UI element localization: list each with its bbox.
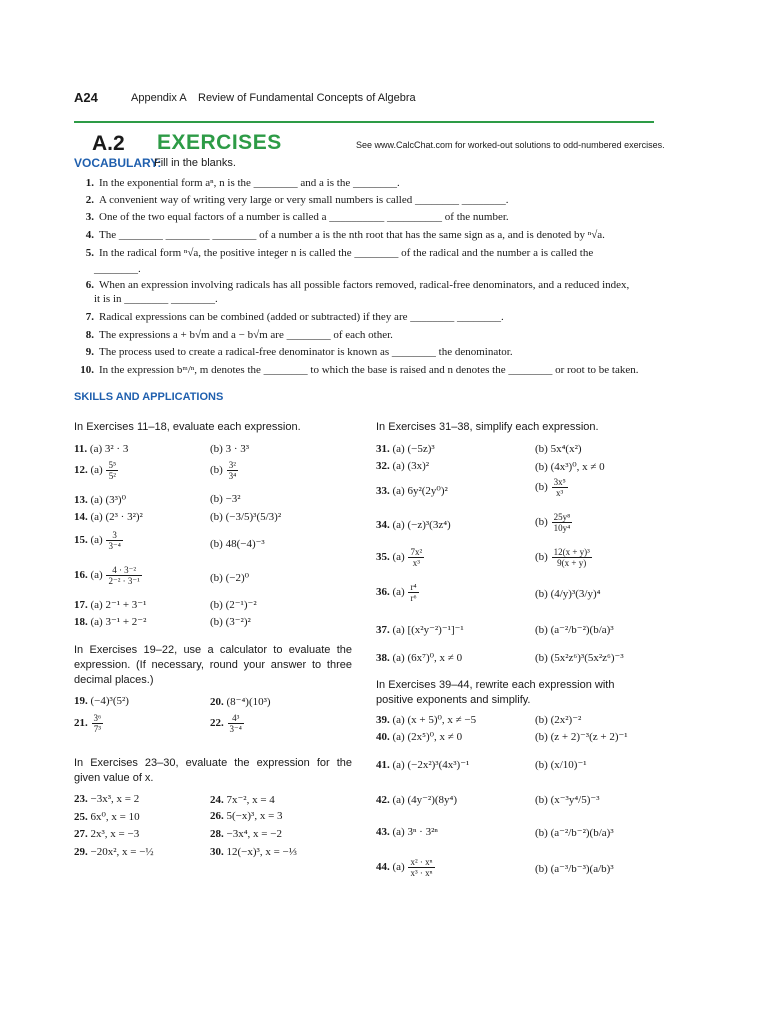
vocab-item: 3. One of the two equal factors of a number is called a __________ __________ of the number. — [85, 211, 509, 223]
exercise-16b: (b) (−2)⁰ — [210, 572, 250, 584]
exercise-39b: (b) (2x²)⁻² — [535, 714, 582, 726]
exercise-12: 12. (a) $\frac{\text{5⁵}}{\text{5²}}$ — [74, 460, 117, 481]
exercise-12b: (b) $\frac{\text{3²}}{\text{3⁴}}$ — [210, 460, 237, 481]
vocab-item: 2. A convenient way of writing very large or very small numbers is called ________ ________. — [85, 194, 509, 206]
vocab-item: 8. The expressions a + b√m and a − b√m are ________ of each other. — [85, 329, 393, 341]
exercise-41b: (b) (x/10)⁻¹ — [535, 759, 587, 771]
exercise-21: 21. $\frac{\text{3⁶}}{\text{7³}}$ — [74, 713, 102, 734]
exercise-35b: (b) $\frac{\text{12(x + y)³}}{9(x + y)}$ — [535, 547, 590, 568]
instructions-31-38: In Exercises 31–38, simplify each expression. — [376, 421, 599, 433]
instructions-19-22: In Exercises 19–22, use a calculator to evaluate the expression. (If necessary, round your answer to three decimal places.) — [74, 644, 352, 686]
exercise-38: 38. (a) (6x⁷)⁰, x ≠ 0 — [376, 652, 463, 664]
vocab-item: 10. In the expression bᵐ/ⁿ, m denotes the ________ to which the base is raised and n denotes the ________ or root to be taken. — [80, 364, 639, 376]
exercise-37b: (b) (a⁻²/b⁻²)(b/a)³ — [535, 624, 614, 636]
vocab-item: 9. The process used to create a radical-free denominator is known as ________ the denominator. — [85, 346, 513, 358]
exercise-33: 33. (a) 6y²(2y⁰)² — [376, 485, 448, 497]
exercise-41: 41. (a) (−2x²)³(4x³)⁻¹ — [376, 759, 470, 771]
exercise-40: 40. (a) (2x⁵)⁰, x ≠ 0 — [376, 731, 463, 743]
exercise-22: 22. $\frac{\text{4³}}{\text{3⁻⁴}}$ — [210, 713, 242, 734]
instructions-23-30: In Exercises 23–30, evaluate the expression for the given value of x. — [74, 757, 352, 784]
exercise-31b: (b) 5x⁴(x²) — [535, 443, 582, 455]
exercise-20: 20. (8⁻⁴)(10³) — [210, 696, 271, 708]
exercise-25: 25. 6x⁰, x = 10 — [74, 811, 140, 823]
header-rule — [74, 121, 654, 123]
exercise-31: 31. (a) (−5z)³ — [376, 443, 435, 455]
exercise-11: 11. (a) 3² · 3 — [74, 443, 129, 455]
vocabulary-instruction: Fill in the blanks. — [154, 157, 236, 169]
exercise-13b: (b) −3² — [210, 493, 241, 505]
exercise-43: 43. (a) 3ⁿ · 3²ⁿ — [376, 826, 438, 838]
calcchat-note: See www.CalcChat.com for worked-out solutions to odd-numbered exercises. — [356, 140, 665, 150]
vocab-item: 5. In the radical form ⁿ√a, the positive integer n is called the ________ of the radical and the number a is called the — [85, 247, 594, 259]
vocab-item: 4. The ________ ________ ________ of a number a is the nth root that has the same sign as a, and is denoted by ⁿ√a. — [85, 229, 605, 241]
instructions-11-18: In Exercises 11–18, evaluate each expression. — [74, 421, 301, 433]
vocab-item: 6. When an expression involving radicals has all possible factors removed, radical-free denominators, and a reduced index, — [85, 279, 630, 291]
exercise-39: 39. (a) (x + 5)⁰, x ≠ −5 — [376, 714, 477, 726]
exercise-40b: (b) (z + 2)⁻³(z + 2)⁻¹ — [535, 731, 628, 743]
exercise-26: 26. 5(−x)³, x = 3 — [210, 810, 283, 822]
exercise-19: 19. (−4)³(5²) — [74, 695, 129, 707]
exercise-18: 18. (a) 3⁻¹ + 2⁻² — [74, 616, 147, 628]
exercise-32: 32. (a) (3x)² — [376, 460, 430, 472]
exercise-30: 30. 12(−x)³, x = −⅓ — [210, 846, 297, 858]
exercise-27: 27. 2x³, x = −3 — [74, 828, 140, 840]
exercise-11b: (b) 3 · 3³ — [210, 443, 250, 455]
exercise-15: 15. (a) $\frac{3}{\text{3⁻⁴}}$ — [74, 530, 121, 551]
vocab-item-continuation: ________. — [94, 263, 141, 275]
exercise-44b: (b) (a⁻³/b⁻³)(a/b)³ — [535, 863, 614, 875]
exercise-28: 28. −3x⁴, x = −2 — [210, 828, 282, 840]
exercise-43b: (b) (a⁻²/b⁻²)(b/a)³ — [535, 827, 614, 839]
exercise-34b: (b) $\frac{\text{25y⁸}}{\text{10y⁴}}$ — [535, 512, 571, 533]
vocabulary-label: VOCABULARY: — [74, 156, 162, 170]
vocab-item: 7. Radical expressions can be combined (added or subtracted) if they are ________ ________. — [85, 311, 504, 323]
exercise-14: 14. (a) (2³ · 3²)² — [74, 511, 143, 523]
exercise-36b: (b) (4/y)³(3/y)⁴ — [535, 588, 601, 600]
exercise-32b: (b) (4x³)⁰, x ≠ 0 — [535, 461, 605, 473]
chapter-title: Review of Fundamental Concepts of Algebra — [198, 92, 416, 104]
exercise-34: 34. (a) (−z)³(3z⁴) — [376, 519, 451, 531]
exercise-15b: (b) 48(−4)⁻³ — [210, 538, 265, 550]
exercise-14b: (b) (−3/5)³(5/3)² — [210, 511, 282, 523]
exercise-37: 37. (a) [(x²y⁻²)⁻¹]⁻¹ — [376, 624, 464, 636]
vocab-item: 1. In the exponential form aⁿ, n is the ________ and a is the ________. — [85, 177, 400, 189]
exercise-42: 42. (a) (4y⁻²)(8y⁴) — [376, 794, 458, 806]
exercise-17: 17. (a) 2⁻¹ + 3⁻¹ — [74, 599, 147, 611]
exercise-18b: (b) (3⁻²)² — [210, 616, 251, 628]
exercise-33b: (b) $\frac{\text{3x⁵}}{\text{x³}}$ — [535, 477, 566, 498]
exercise-16: 16. (a) $\frac{\text{4 · 3⁻²}}{\text{2⁻² · 3⁻¹}}$ — [74, 565, 140, 586]
section-title: EXERCISES — [157, 131, 282, 154]
exercise-23: 23. −3x³, x = 2 — [74, 793, 140, 805]
exercise-13: 13. (a) (3³)⁰ — [74, 494, 126, 506]
page-number: A24 — [74, 90, 98, 105]
exercise-42b: (b) (x⁻³y⁴/5)⁻³ — [535, 794, 600, 806]
exercise-17b: (b) (2⁻¹)⁻² — [210, 599, 257, 611]
exercise-38b: (b) (5x²z⁶)³(5x²z⁶)⁻³ — [535, 652, 624, 664]
exercise-44: 44. (a) $\frac{\text{x² · xⁿ}}{\text{x³ · xⁿ}}$ — [376, 857, 433, 878]
exercise-29: 29. −20x², x = −½ — [74, 846, 154, 858]
exercise-36: 36. (a) $\frac{\text{r⁴}}{\text{r⁶}}$ — [376, 582, 417, 603]
section-number: A.2 — [92, 132, 125, 155]
appendix-label: Appendix A — [131, 92, 187, 104]
instructions-39-44: In Exercises 39–44, rewrite each expression with positive exponents and simplify. — [376, 679, 615, 706]
exercise-24: 24. 7x⁻², x = 4 — [210, 794, 275, 806]
exercise-35: 35. (a) $\frac{\text{7x²}}{\text{x³}}$ — [376, 547, 423, 568]
skills-heading: SKILLS AND APPLICATIONS — [74, 391, 224, 403]
vocab-item-continuation: it is in ________ ________. — [94, 293, 218, 305]
